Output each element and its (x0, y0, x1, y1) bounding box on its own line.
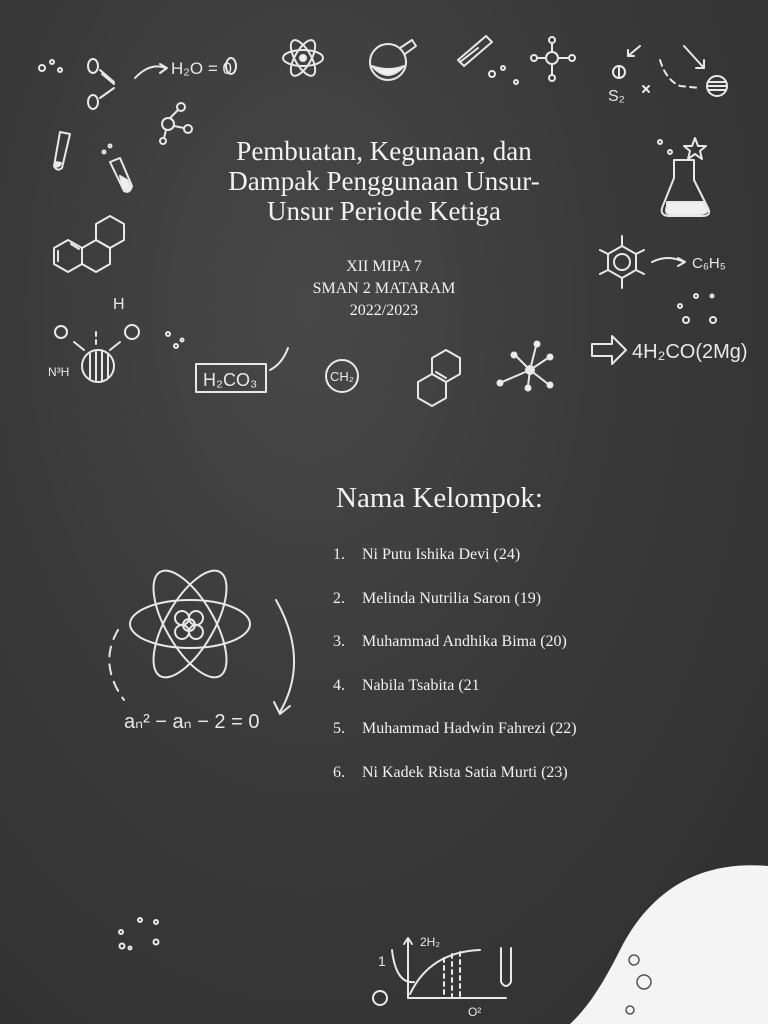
water-formula: H₂O = 0 (171, 59, 232, 78)
water-molecule-icon (39, 59, 167, 109)
one-label: 1 (378, 953, 386, 969)
page-title: Pembuatan, Kegunaan, dan Dampak Penggunaan Unsur-Unsur Periode Ketiga (228, 136, 540, 226)
molecule-small-icon (160, 103, 192, 144)
carbonic-label: H₂CO₃ (203, 370, 258, 390)
item-number: 5. (333, 720, 345, 737)
bubbles-bottom-icon (119, 918, 159, 950)
list-item (333, 546, 577, 590)
erlenmeyer-flask-icon (658, 140, 709, 216)
member-list (333, 546, 577, 807)
equation-label: aₙ² − aₙ − 2 = 0 (124, 711, 260, 733)
test-tube-icon (458, 36, 492, 66)
nitrogen-diagram-icon (55, 325, 184, 382)
orbit-dashed-arc (109, 630, 124, 700)
star-molecule-icon (498, 342, 553, 391)
s2-label: S₂ (608, 88, 625, 105)
group-heading: Nama Kelompok: (336, 482, 543, 514)
list-item (333, 677, 577, 721)
bicyclic-ring-icon (418, 350, 460, 406)
orbit-arc (276, 600, 294, 712)
member-name: Ni Kadek Rista Satia Murti (23) (362, 763, 568, 781)
bubbles-right-icon (678, 294, 716, 323)
atom-icon (283, 37, 323, 80)
list-item (333, 590, 577, 634)
member-name: Muhammad Andhika Bima (20) (362, 633, 567, 650)
item-number: 6. (333, 763, 345, 781)
star-icon (684, 138, 706, 159)
item-number: 4. (333, 676, 345, 694)
benzene-icon (600, 236, 685, 288)
formula-label: 4H₂CO(2Mg) (632, 341, 748, 363)
large-atom-icon (130, 560, 250, 688)
graph-icon (373, 938, 511, 1005)
item-number: 3. (333, 633, 345, 650)
member-name: Nabila Tsabita (21 (362, 676, 480, 694)
reaction-diagram-icon (613, 46, 727, 96)
school-year: 2022/2023 (349, 302, 419, 319)
member-name: Melinda Nutrilia Saron (19) (362, 589, 542, 607)
nitrogen-label: N³H (48, 365, 70, 379)
item-number: 2. (333, 589, 345, 607)
methylene-label: CH₂ (330, 369, 354, 384)
class-name: XII MIPA 7 (346, 258, 422, 275)
bubbles-icon (489, 66, 518, 84)
list-item (333, 633, 577, 677)
hydrogen-label: H (113, 296, 125, 313)
list-item (333, 720, 577, 764)
round-flask-icon (370, 40, 416, 80)
hydrogen-gas-label: 2H₂ (420, 935, 440, 949)
test-tube-2-icon (103, 145, 133, 192)
molecule-icon (531, 37, 575, 81)
test-tube-left-icon (54, 132, 70, 170)
hollow-arrow-icon (592, 336, 626, 364)
o2-label: O² (468, 1005, 482, 1019)
class-info (234, 256, 534, 322)
member-name: Ni Putu Ishika Devi (24) (362, 546, 521, 563)
curved-arrow-icon (270, 348, 288, 370)
toluene-label: C₆H₅ (692, 255, 726, 272)
item-number: 1. (333, 546, 345, 563)
corner-blob (570, 865, 768, 1024)
school-name: SMAN 2 MATARAM (312, 280, 456, 297)
ring-structure-icon (54, 216, 124, 272)
list-item (333, 764, 577, 808)
member-name: Muhammad Hadwin Fahrezi (22) (362, 720, 577, 737)
